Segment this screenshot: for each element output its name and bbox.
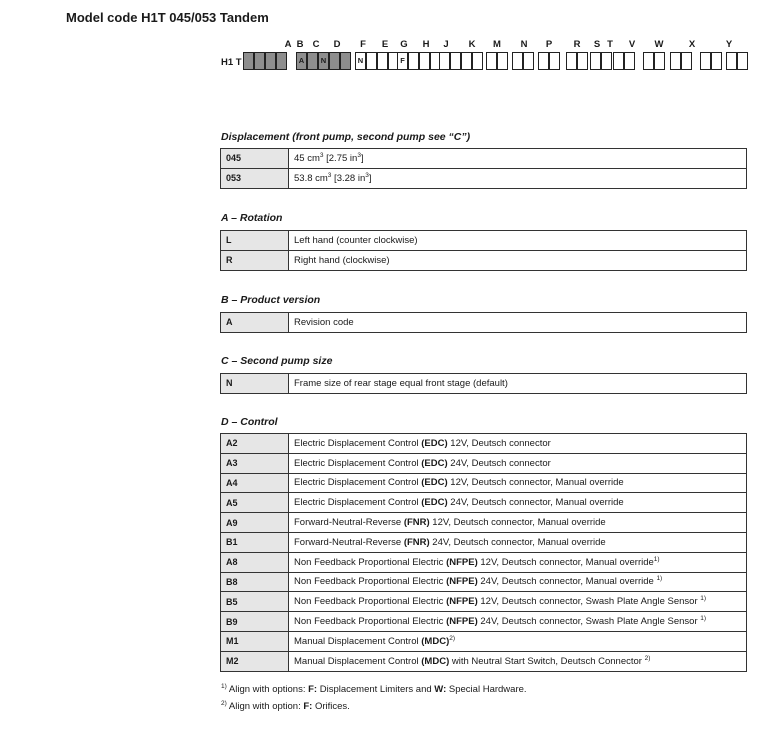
footnote-text: Displacement Limiters and <box>317 684 435 695</box>
model-code-letter-r: R <box>573 39 581 50</box>
desc-text: Manual Displacement Control <box>294 635 422 647</box>
model-code-box <box>377 52 388 70</box>
desc-text: Non Feedback Proportional Electric <box>294 556 447 568</box>
desc-text: 12V, Deutsch connector <box>447 437 551 449</box>
model-code-boxes <box>243 52 753 71</box>
second-pump-table <box>220 373 747 394</box>
model-code-box <box>254 52 265 70</box>
section-title-product-version: B – Product version <box>221 294 321 306</box>
model-code-box <box>486 52 497 70</box>
desc-abbrev: (EDC) <box>421 437 448 449</box>
table-row <box>221 313 747 333</box>
model-code-letter-d: D <box>333 39 341 50</box>
model-code-letter-c: C <box>312 39 320 50</box>
footnote-mark: 2) <box>221 700 227 707</box>
model-code-box <box>726 52 737 70</box>
footnote-text: Align with option: <box>226 701 304 712</box>
model-code-box <box>366 52 377 70</box>
model-code-box <box>566 52 577 70</box>
model-code-box <box>276 52 287 70</box>
footnote-ref: 1) <box>653 555 660 563</box>
desc-text: 24V, Deutsch connector, Manual override <box>477 576 657 588</box>
model-code-box <box>461 52 472 70</box>
table-row <box>221 453 747 473</box>
desc-text: with Neutral Start Switch, Deutsch Connector <box>449 655 645 667</box>
footnote-mark: 1) <box>221 683 227 690</box>
desc-text: Electric Displacement Control <box>294 457 422 469</box>
model-code-box: A <box>296 52 307 70</box>
option-description <box>289 592 747 612</box>
displacement-table <box>220 148 747 189</box>
model-code-box <box>329 52 340 70</box>
model-code-letter-v: V <box>628 39 636 50</box>
desc-text: 12V, Deutsch connector, Manual override <box>447 477 624 489</box>
option-code: A2 <box>221 434 289 454</box>
desc-text: 12V, Deutsch connector, Manual override <box>429 517 606 529</box>
model-code-box <box>408 52 419 70</box>
model-code-letter-j: J <box>443 39 449 50</box>
option-code: B8 <box>221 572 289 592</box>
option-description: 53.8 $cm^3$ [3.28 $in^3$] <box>289 168 747 188</box>
option-code: 045 <box>221 149 289 169</box>
desc-text: Non Feedback Proportional Electric <box>294 616 447 628</box>
option-code: M1 <box>221 631 289 651</box>
desc-abbrev: (NFPE) <box>446 576 478 588</box>
option-code: 053 <box>221 168 289 188</box>
option-description <box>289 532 747 552</box>
option-description <box>289 552 747 572</box>
model-code-letter-p: P <box>545 39 553 50</box>
section-title-displacement: Displacement (front pump, second pump see “C”) <box>221 131 471 143</box>
desc-abbrev: (NFPE) <box>446 596 478 608</box>
desc-text: Electric Displacement Control <box>294 497 422 509</box>
table-row <box>221 651 747 671</box>
model-code-box: F <box>397 52 408 70</box>
model-code-box <box>307 52 318 70</box>
model-code-letter-t: T <box>607 39 613 50</box>
model-code-box <box>472 52 483 70</box>
option-code: L <box>221 231 289 251</box>
desc-text: Non Feedback Proportional Electric <box>294 596 447 608</box>
footnote-ref: 2) <box>644 654 651 662</box>
model-code-box <box>670 52 681 70</box>
footnote-ref: 1) <box>656 575 663 583</box>
model-code-box <box>681 52 692 70</box>
option-description <box>289 572 747 592</box>
model-code-box <box>654 52 665 70</box>
model-code-letter-a: A <box>284 39 292 50</box>
desc-text: Non Feedback Proportional Electric <box>294 576 447 588</box>
desc-text: 12V, Deutsch connector, Manual override <box>477 556 654 568</box>
table-row <box>221 572 747 592</box>
model-code-box: N <box>355 52 366 70</box>
model-code-letter-n: N <box>520 39 528 50</box>
table-row <box>221 231 747 251</box>
model-code-box <box>265 52 276 70</box>
section-title-rotation: A – Rotation <box>221 212 283 224</box>
desc-text: Forward-Neutral-Reverse <box>294 517 404 529</box>
desc-abbrev: (MDC) <box>421 655 450 667</box>
desc-abbrev: (FNR) <box>403 536 430 548</box>
model-code-box <box>549 52 560 70</box>
model-code-box <box>711 52 722 70</box>
table-row <box>221 250 747 270</box>
table-row <box>221 552 747 572</box>
model-code-box <box>450 52 461 70</box>
footnote-ref: 2) <box>449 634 456 642</box>
footnote-ref: 1) <box>700 615 707 623</box>
model-code-letter-s: S <box>593 39 601 50</box>
model-code-letter-b: B <box>296 39 304 50</box>
section-title-control: D – Control <box>221 416 278 428</box>
desc-text: Electric Displacement Control <box>294 477 422 489</box>
section-title-second-pump: C – Second pump size <box>221 355 333 367</box>
option-description <box>289 651 747 671</box>
option-description <box>289 612 747 632</box>
model-code-box <box>737 52 748 70</box>
table-row <box>221 592 747 612</box>
desc-abbrev: (NFPE) <box>446 616 478 628</box>
desc-abbrev: (EDC) <box>421 477 448 489</box>
option-description <box>289 493 747 513</box>
option-description: Left hand (counter clockwise) <box>289 231 747 251</box>
table-row <box>221 434 747 454</box>
footnote-2 <box>221 701 350 712</box>
model-code-letter-m: M <box>493 39 501 50</box>
option-code: A <box>221 313 289 333</box>
model-code-box <box>700 52 711 70</box>
control-table <box>220 433 747 672</box>
footnote-text: Orifices. <box>312 701 350 712</box>
model-code-prefix: H1 T <box>221 57 242 68</box>
model-code-letter-x: X <box>688 39 696 50</box>
option-description <box>289 473 747 493</box>
option-code: B1 <box>221 532 289 552</box>
model-code-letter-y: Y <box>725 39 733 50</box>
desc-abbrev: (FNR) <box>403 517 430 529</box>
model-code-box <box>439 52 450 70</box>
model-code-box <box>643 52 654 70</box>
model-code-box <box>340 52 351 70</box>
model-code-letter-h: H <box>422 39 430 50</box>
option-code: N <box>221 374 289 394</box>
model-code-box <box>577 52 588 70</box>
option-code: M2 <box>221 651 289 671</box>
model-code-box: N <box>318 52 329 70</box>
option-code: B5 <box>221 592 289 612</box>
option-code: A3 <box>221 453 289 473</box>
model-code-box <box>243 52 254 70</box>
table-row <box>221 513 747 533</box>
desc-text: Forward-Neutral-Reverse <box>294 536 404 548</box>
desc-text: 12V, Deutsch connector, Swash Plate Angle Sensor <box>477 596 701 608</box>
option-description: Revision code <box>289 313 747 333</box>
model-code-box <box>590 52 601 70</box>
option-code: R <box>221 250 289 270</box>
table-row <box>221 532 747 552</box>
model-code-letter-g: G <box>400 39 408 50</box>
footnote-1 <box>221 684 527 695</box>
option-code: A9 <box>221 513 289 533</box>
option-code: B9 <box>221 612 289 632</box>
page-title: Model code H1T 045/053 Tandem <box>66 10 269 25</box>
table-row <box>221 631 747 651</box>
desc-abbrev: (NFPE) <box>446 556 478 568</box>
product-version-table <box>220 312 747 333</box>
model-code-letter-w: W <box>654 39 664 50</box>
table-row <box>221 612 747 632</box>
rotation-table <box>220 230 747 271</box>
table-row <box>221 168 747 188</box>
option-description: Right hand (clockwise) <box>289 250 747 270</box>
option-description: Frame size of rear stage equal front stage (default) <box>289 374 747 394</box>
option-description <box>289 453 747 473</box>
footnote-option: F: <box>303 701 313 712</box>
option-code: A4 <box>221 473 289 493</box>
model-code-box <box>624 52 635 70</box>
desc-text: Manual Displacement Control <box>294 655 422 667</box>
table-row <box>221 374 747 394</box>
footnote-ref: 1) <box>700 595 707 603</box>
footnote-option: W: <box>434 684 447 695</box>
model-code-letter-k: K <box>468 39 476 50</box>
model-code-letter-e: E <box>381 39 389 50</box>
desc-abbrev: (EDC) <box>421 457 448 469</box>
model-code-box <box>601 52 612 70</box>
model-code-box <box>538 52 549 70</box>
table-row <box>221 473 747 493</box>
option-description <box>289 434 747 454</box>
footnote-option: F: <box>308 684 318 695</box>
footnote-text: Special Hardware. <box>446 684 527 695</box>
model-code-letter-f: F <box>360 39 366 50</box>
model-code-box <box>497 52 508 70</box>
desc-text: 24V, Deutsch connector, Manual override <box>429 536 606 548</box>
desc-text: 24V, Deutsch connector, Swash Plate Angle Sensor <box>477 616 701 628</box>
model-code-box <box>613 52 624 70</box>
desc-text: Electric Displacement Control <box>294 437 422 449</box>
footnote-text: Align with options: <box>226 684 309 695</box>
option-description: 45 $cm^3$ [2.75 $in^3$] <box>289 149 747 169</box>
option-code: A5 <box>221 493 289 513</box>
desc-text: 24V, Deutsch connector, Manual override <box>447 497 624 509</box>
desc-abbrev: (MDC) <box>421 635 450 647</box>
model-code-box <box>512 52 523 70</box>
table-row <box>221 493 747 513</box>
option-description <box>289 513 747 533</box>
model-code-box <box>419 52 430 70</box>
option-code: A8 <box>221 552 289 572</box>
table-row <box>221 149 747 169</box>
model-code-letters <box>222 39 752 51</box>
option-description <box>289 631 747 651</box>
desc-text: 24V, Deutsch connector <box>447 457 551 469</box>
model-code-box <box>523 52 534 70</box>
desc-abbrev: (EDC) <box>421 497 448 509</box>
